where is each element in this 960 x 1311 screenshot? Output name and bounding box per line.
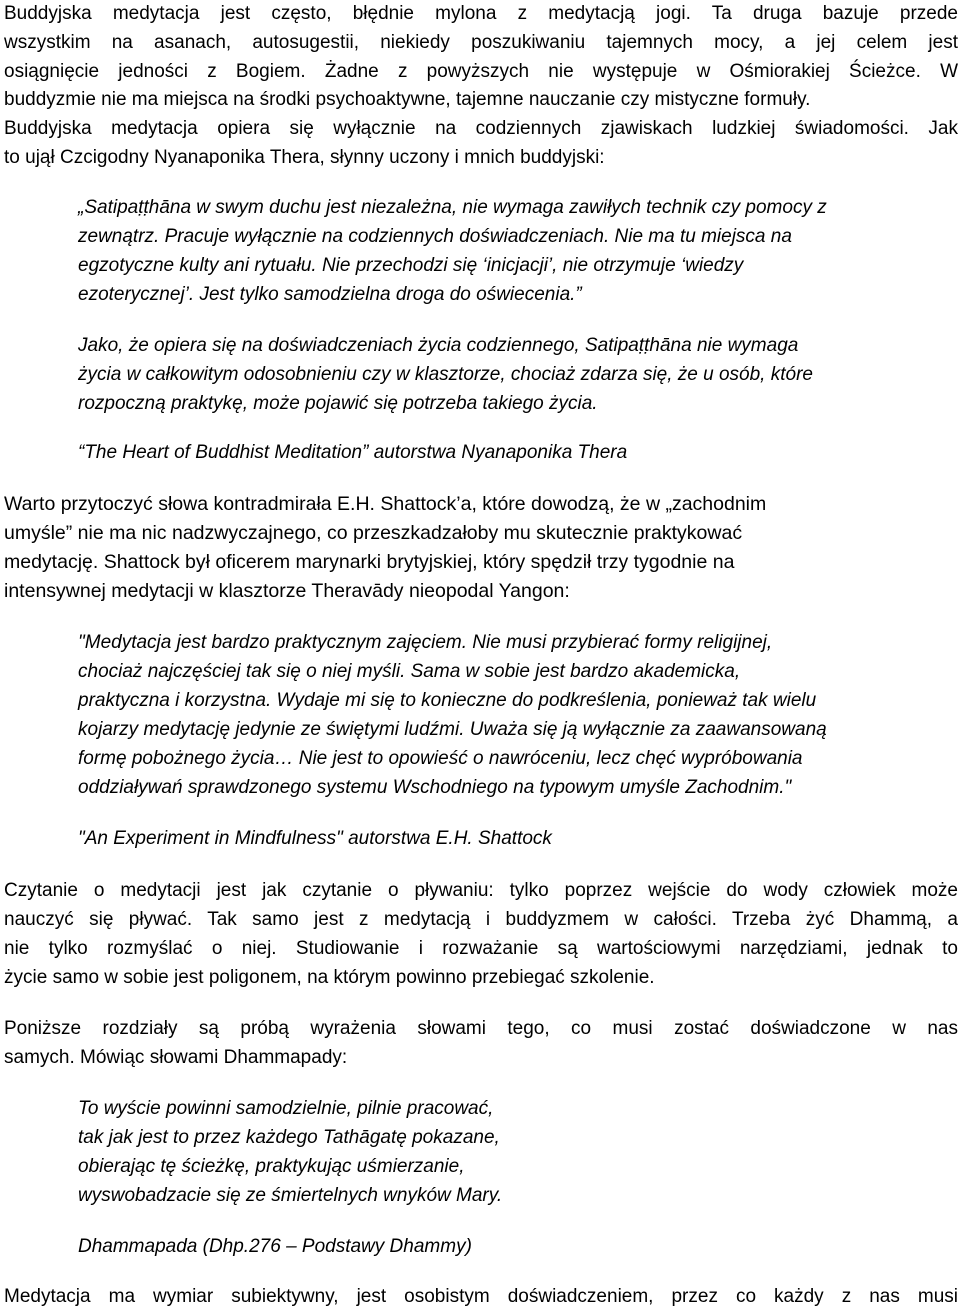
quote-line: rozpoczną praktykę, może pojawić się potrzeba takiego życia. xyxy=(78,393,598,414)
text-line: nie tylko rozmyślać o niej. Studiowanie i rozważanie są wartościowymi narzędziami, jednak to xyxy=(4,938,958,959)
text-line: umyśle” nie ma nic nadzwyczajnego, co przeszkadzałoby mu skutecznie praktykować xyxy=(4,522,743,544)
quote-source: Dhammapada (Dhp.276 – Podstawy Dhammy) xyxy=(78,1236,472,1257)
verse-line: To wyście powinni samodzielnie, pilnie pracować, xyxy=(78,1098,494,1119)
verse-line: obierając tę ścieżkę, praktykując uśmierzanie, xyxy=(78,1156,465,1177)
text-line: nauczyć się pływać. Tak samo jest z medytacją i buddyzmem w całości. Trzeba żyć Dhammą, a xyxy=(4,909,958,930)
verse-line: tak jak jest to przez każdego Tathāgatę pokazane, xyxy=(78,1127,500,1148)
quote-line: kojarzy medytację jedynie ze świętymi ludźmi. Uważa się ją wyłącznie za zaawansowaną xyxy=(78,719,827,740)
text-line: Poniższe rozdziały są próbą wyrażenia słowami tego, co musi zostać doświadczone w nas xyxy=(4,1018,958,1039)
quote-line: egzotyczne kulty ani rytuału. Nie przechodzi się ‘inicjacji’, nie otrzymuje ‘wiedzy xyxy=(78,255,744,276)
text-line: Buddyjska medytacja jest często, błędnie mylona z medytacją jogi. Ta druga bazuje przede xyxy=(4,3,958,24)
text-line: Czytanie o medytacji jest jak czytanie o pływaniu: tylko poprzez wejście do wody człowiek może xyxy=(4,880,958,901)
text-line: Medytacja ma wymiar subiektywny, jest osobistym doświadczeniem, przez co każdy z nas musi xyxy=(4,1286,958,1307)
quote-line: Jako, że opiera się na doświadczeniach życia codziennego, Satipaṭṭhāna nie wymaga xyxy=(78,335,799,356)
text-line: intensywnej medytacji w klasztorze Theravādy nieopodal Yangon: xyxy=(4,580,570,602)
quote-line: formę pobożnego życia… Nie jest to opowieść o nawróceniu, lecz chęć wypróbowania xyxy=(78,748,803,769)
quote-line: chociaż najczęściej tak się o niej myśli. Sama w sobie jest bardzo akademicka, xyxy=(78,661,741,682)
quote-line: ezoterycznej’. Jest tylko samodzielna droga do oświecenia.” xyxy=(78,284,582,305)
text-line: samych. Mówiąc słowami Dhammapady: xyxy=(4,1047,348,1068)
quote-source: "An Experiment in Mindfulness" autorstwa E.H. Shattock xyxy=(78,828,552,849)
text-line: osiągnięcie jedności z Bogiem. Żadne z powyższych nie występuje w Ośmiorakiej Ścieżce. W xyxy=(4,61,958,82)
quote-source: “The Heart of Buddhist Meditation” autorstwa Nyanaponika Thera xyxy=(78,442,628,463)
quote-line: „Satipaṭṭhāna w swym duchu jest niezależna, nie wymaga zawiłych technik czy pomocy z xyxy=(78,197,827,218)
text-line: medytację. Shattock był oficerem marynarki brytyjskiej, który spędził trzy tygodnie na xyxy=(4,551,735,573)
text-line: wszystkim na asanach, autosugestii, niekiedy poszukiwaniu tajemnych mocy, a jej celem jest xyxy=(4,32,958,53)
text-line: życie samo w sobie jest poligonem, na którym powinno przebiegać szkolenie. xyxy=(4,967,655,988)
quote-line: praktyczna i korzystna. Wydaje mi się to konieczne do podkreślenia, ponieważ tak wielu xyxy=(78,690,817,711)
quote-line: oddziaływań sprawdzonego systemu Wschodniego na typowym umyśle Zachodnim." xyxy=(78,777,792,798)
quote-line: "Medytacja jest bardzo praktycznym zajęciem. Nie musi przybierać formy religijnej, xyxy=(78,632,773,653)
text-line: Warto przytoczyć słowa kontradmirała E.H. Shattock’a, które dowodzą, że w „zachodnim xyxy=(4,493,767,515)
text-line: buddyzmie nie ma miejsca na środki psychoaktywne, tajemne nauczanie czy mistyczne formuły. xyxy=(4,89,811,110)
quote-line: zewnątrz. Pracuje wyłącznie na codziennych doświadczeniach. Nie ma tu miejsca na xyxy=(78,226,792,247)
quote-line: życia w całkowitym odosobnieniu czy w klasztorze, chociaż zdarza się, że u osób, które xyxy=(78,364,813,385)
text-line: to ujął Czcigodny Nyanaponika Thera, słynny uczony i mnich buddyjski: xyxy=(4,147,605,168)
verse-line: wyswobadzacie się ze śmiertelnych wnyków Mary. xyxy=(78,1185,503,1206)
text-line: Buddyjska medytacja opiera się wyłącznie na codziennych zjawiskach ludzkiej świadomości. Jak xyxy=(4,118,958,139)
